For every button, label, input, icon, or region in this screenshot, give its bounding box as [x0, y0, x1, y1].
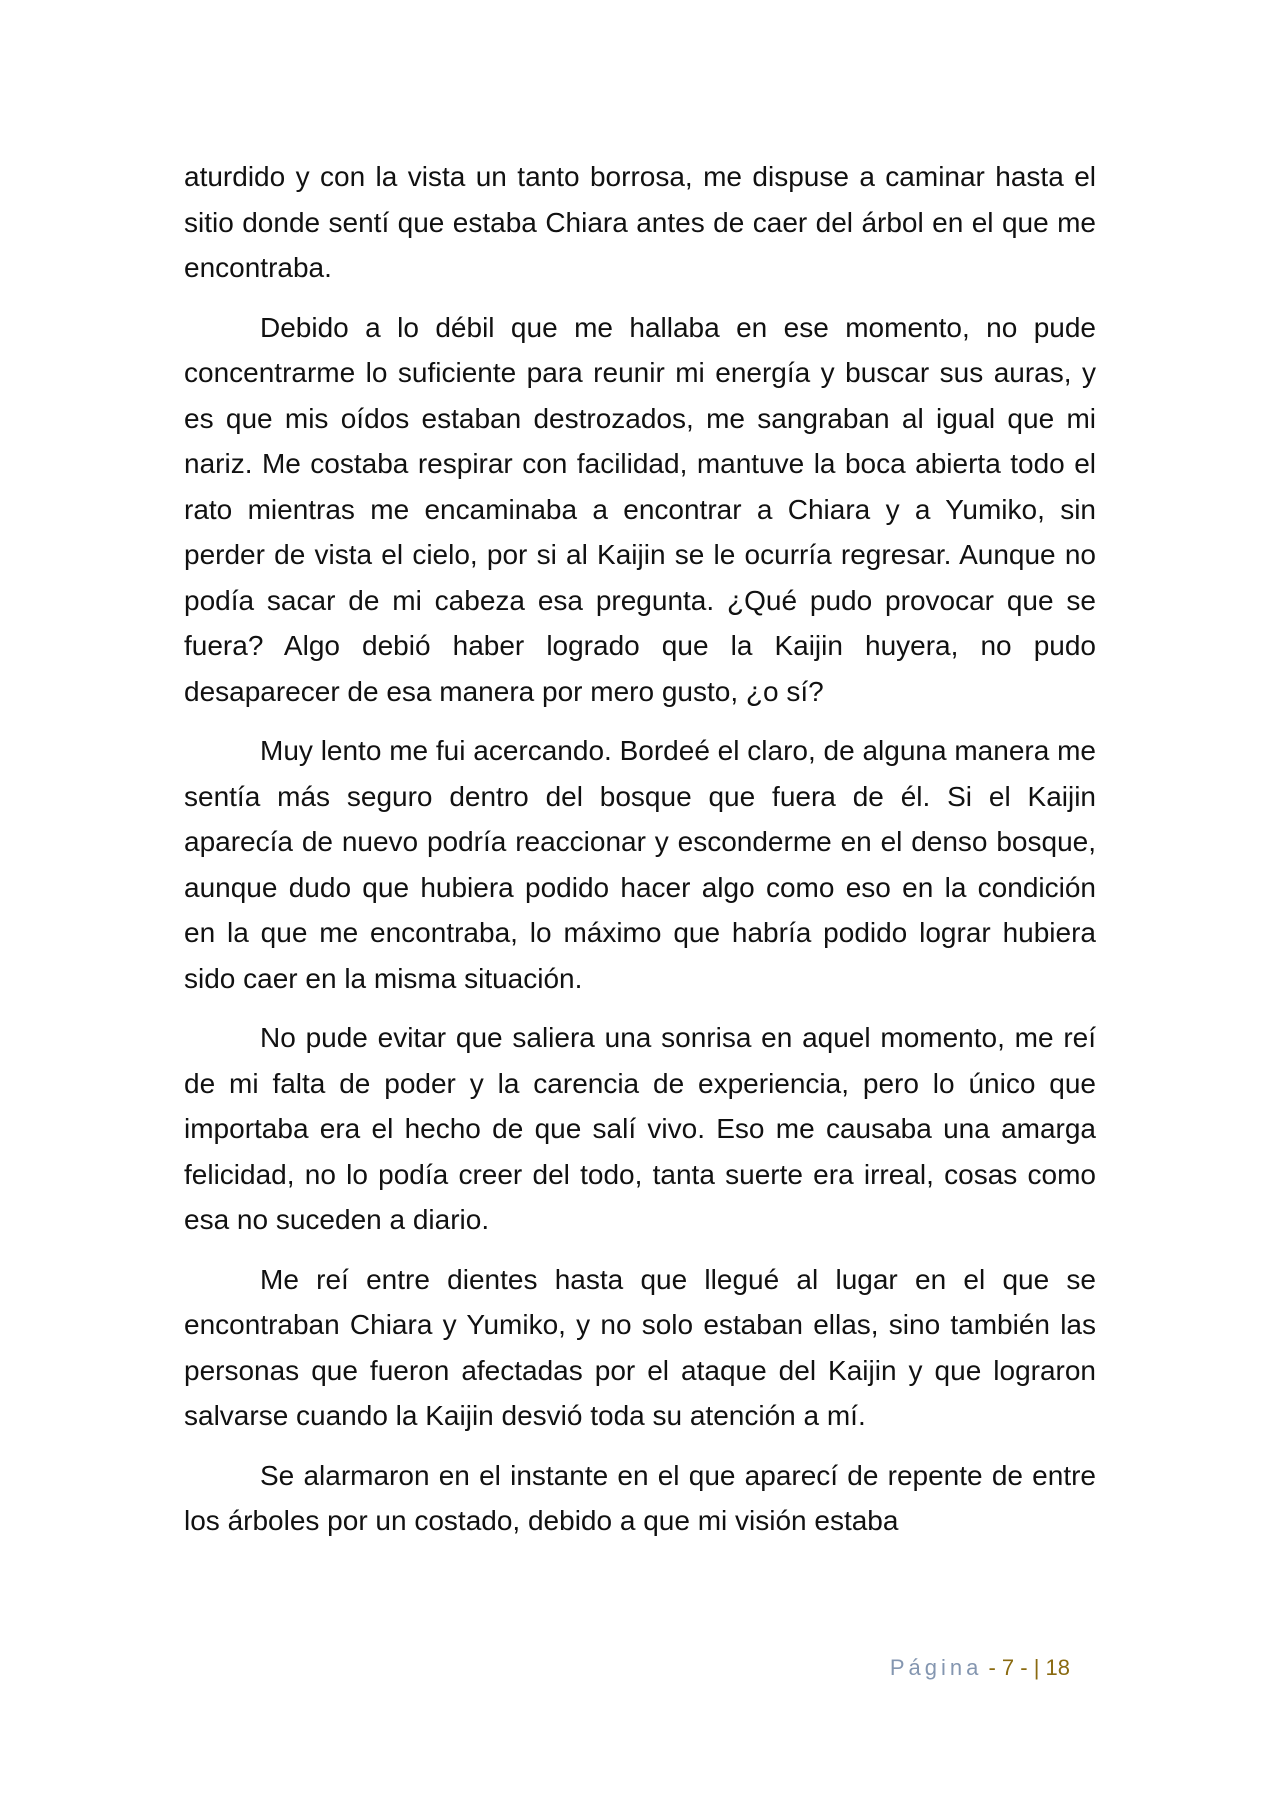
- page-label: Página: [889, 1655, 983, 1680]
- page-footer: [890, 1653, 1070, 1683]
- paragraph-5: Me reí entre dientes hasta que llegué al lugar en el que se encontraban Chiara y Yumiko, y no solo estaban ellas, sino también las personas que fueron afectadas por el ataque del Kaijin y que lograron salvarse cuando la Kaijin desvió toda su atención a mí.: [184, 1263, 1096, 1431]
- body-text: [184, 154, 1096, 1558]
- paragraph-4: No pude evitar que saliera una sonrisa en aquel momento, me reí de mi falta de poder y la carencia de experiencia, pero lo único que importaba era el hecho de que salí vivo. Eso me causaba una amarga felicidad, no lo podía creer del todo, tanta suerte era irreal, cosas como esa no suceden a diario.: [184, 1022, 1096, 1235]
- paragraph-6: Se alarmaron en el instante en el que aparecí de repente de entre los árboles por un costado, debido a que mi visión estaba: [184, 1459, 1096, 1536]
- paragraph-1: aturdido y con la vista un tanto borrosa, me dispuse a caminar hasta el sitio donde sentí que estaba Chiara antes de caer del árbol en el que me encontraba.: [184, 161, 1096, 283]
- paragraph-2: Debido a lo débil que me hallaba en ese momento, no pude concentrarme lo suficiente para reunir mi energía y buscar sus auras, y es que mis oídos estaban destrozados, me sangraban al igual que mi nariz. Me costaba respirar con facilidad, mantuve la boca abierta todo el rato mientras me encaminaba a encontrar a Chiara y a Yumiko, sin perder de vista el cielo, por si al Kaijin se le ocurría regresar. Aunque no podía sacar de mi cabeza esa pregunta. ¿Qué pudo provocar que se fuera? Algo debió haber logrado que la Kaijin huyera, no pudo desaparecer de esa manera por mero gusto, ¿o sí?: [184, 311, 1096, 707]
- paragraph-3: Muy lento me fui acercando. Bordeé el claro, de alguna manera me sentía más seguro dentro del bosque que fuera de él. Si el Kaijin aparecía de nuevo podría reaccionar y esconderme en el denso bosque, aunque dudo que hubiera podido hacer algo como eso en la condición en la que me encontraba, lo máximo que habría podido lograr hubiera sido caer en la misma situación.: [184, 735, 1096, 994]
- page-number: - 7 - | 18: [988, 1655, 1070, 1680]
